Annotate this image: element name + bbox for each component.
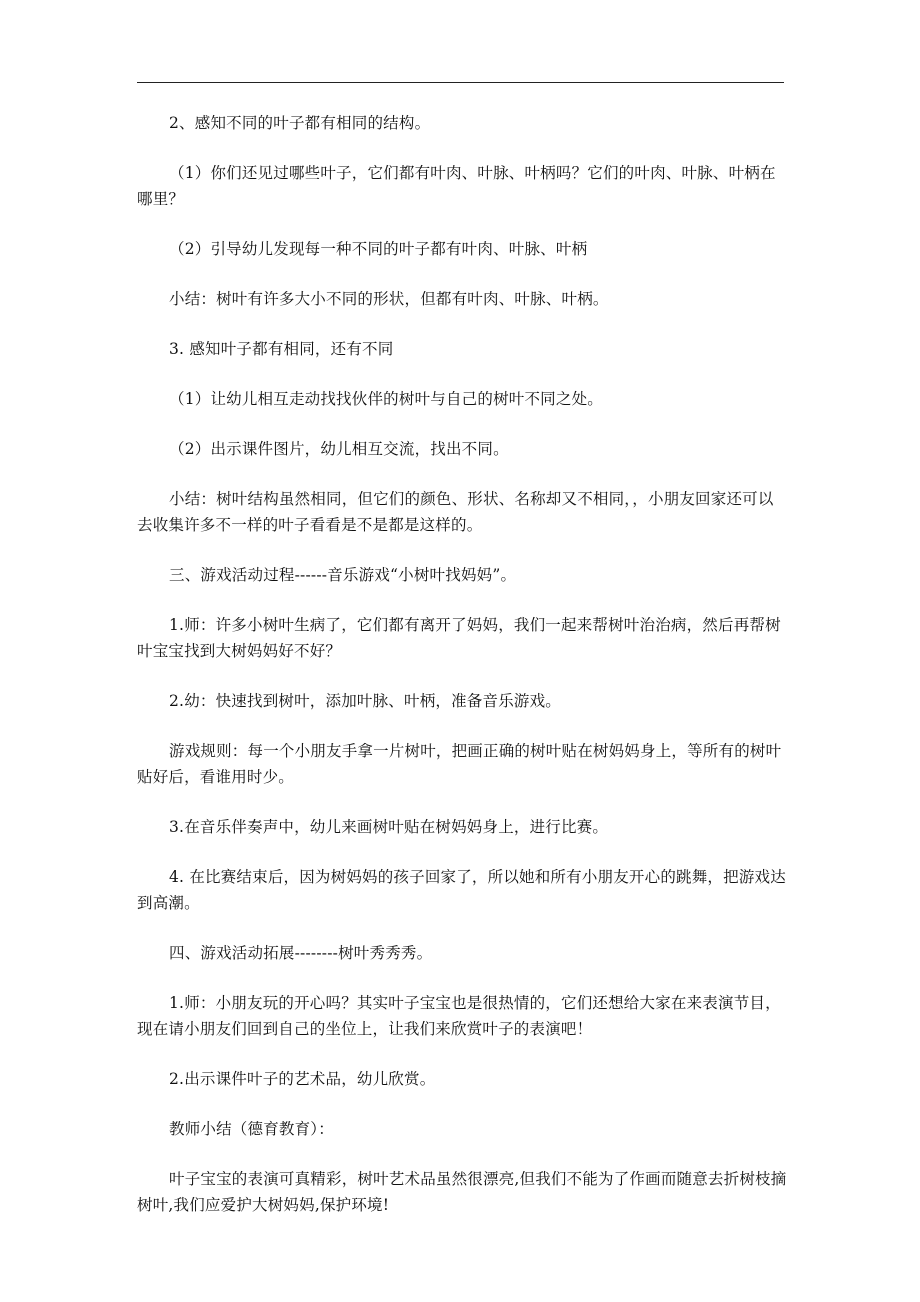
paragraph: 四、游戏活动拓展--------树叶秀秀秀。 [169, 944, 433, 962]
paragraph: 1.师：许多小树叶生病了，它们都有离开了妈妈，我们一起来帮树叶治治病，然后再帮树叶宝宝找到大树妈妈好不好？ [137, 616, 781, 660]
paragraph: （1）让幼儿相互走动找找伙伴的树叶与自己的树叶不同之处。 [169, 390, 603, 408]
paragraph: 教师小结（德育教育）： [169, 1120, 334, 1138]
paragraph: 叶子宝宝的表演可真精彩，树叶艺术品虽然很漂亮,但我们不能为了作画而随意去折树枝摘树叶,我们应爱护大树妈妈,保护环境! [137, 1170, 787, 1214]
paragraph: 小结：树叶结构虽然相同，但它们的颜色、形状、名称却又不相同，，小朋友回家还可以去收集许多不一样的叶子看看是不是都是这样的。 [137, 490, 774, 534]
paragraph: 2.出示课件叶子的艺术品，幼儿欣赏。 [169, 1070, 436, 1088]
paragraph: （2）出示课件图片，幼儿相互交流，找出不同。 [169, 440, 509, 458]
paragraph: 4. 在比赛结束后，因为树妈妈的孩子回家了，所以她和所有小朋友开心的跳舞，把游戏达到高潮。 [137, 868, 786, 912]
paragraph: 3.在音乐伴奏声中，幼儿来画树叶贴在树妈妈身上，进行比赛。 [169, 818, 609, 836]
paragraph: 小结：树叶有许多大小不同的形状，但都有叶肉、叶脉、叶柄。 [169, 290, 609, 308]
paragraph: 3. 感知叶子都有相同，还有不同 [169, 340, 394, 358]
paragraph: 2.幼：快速找到树叶，添加叶脉、叶柄，准备音乐游戏。 [169, 692, 561, 710]
paragraph: 2、感知不同的叶子都有相同的结构。 [169, 114, 431, 132]
paragraph: 游戏规则：每一个小朋友手拿一片树叶，把画正确的树叶贴在树妈妈身上，等所有的树叶贴好后，看谁用时少。 [137, 742, 782, 786]
document-body [137, 110, 787, 1218]
paragraph: （1）你们还见过哪些叶子，它们都有叶肉、叶脉、叶柄吗？它们的叶肉、叶脉、叶柄在哪里？ [137, 164, 776, 208]
paragraph: 1.师：小朋友玩的开心吗？其实叶子宝宝也是很热情的，它们还想给大家在来表演节目，现在请小朋友们回到自己的坐位上，让我们来欣赏叶子的表演吧！ [137, 994, 781, 1038]
header-rule [137, 82, 784, 83]
paragraph: 三、游戏活动过程------音乐游戏“小树叶找妈妈”。 [169, 566, 517, 584]
paragraph: （2）引导幼儿发现每一种不同的叶子都有叶肉、叶脉、叶柄 [169, 240, 588, 258]
